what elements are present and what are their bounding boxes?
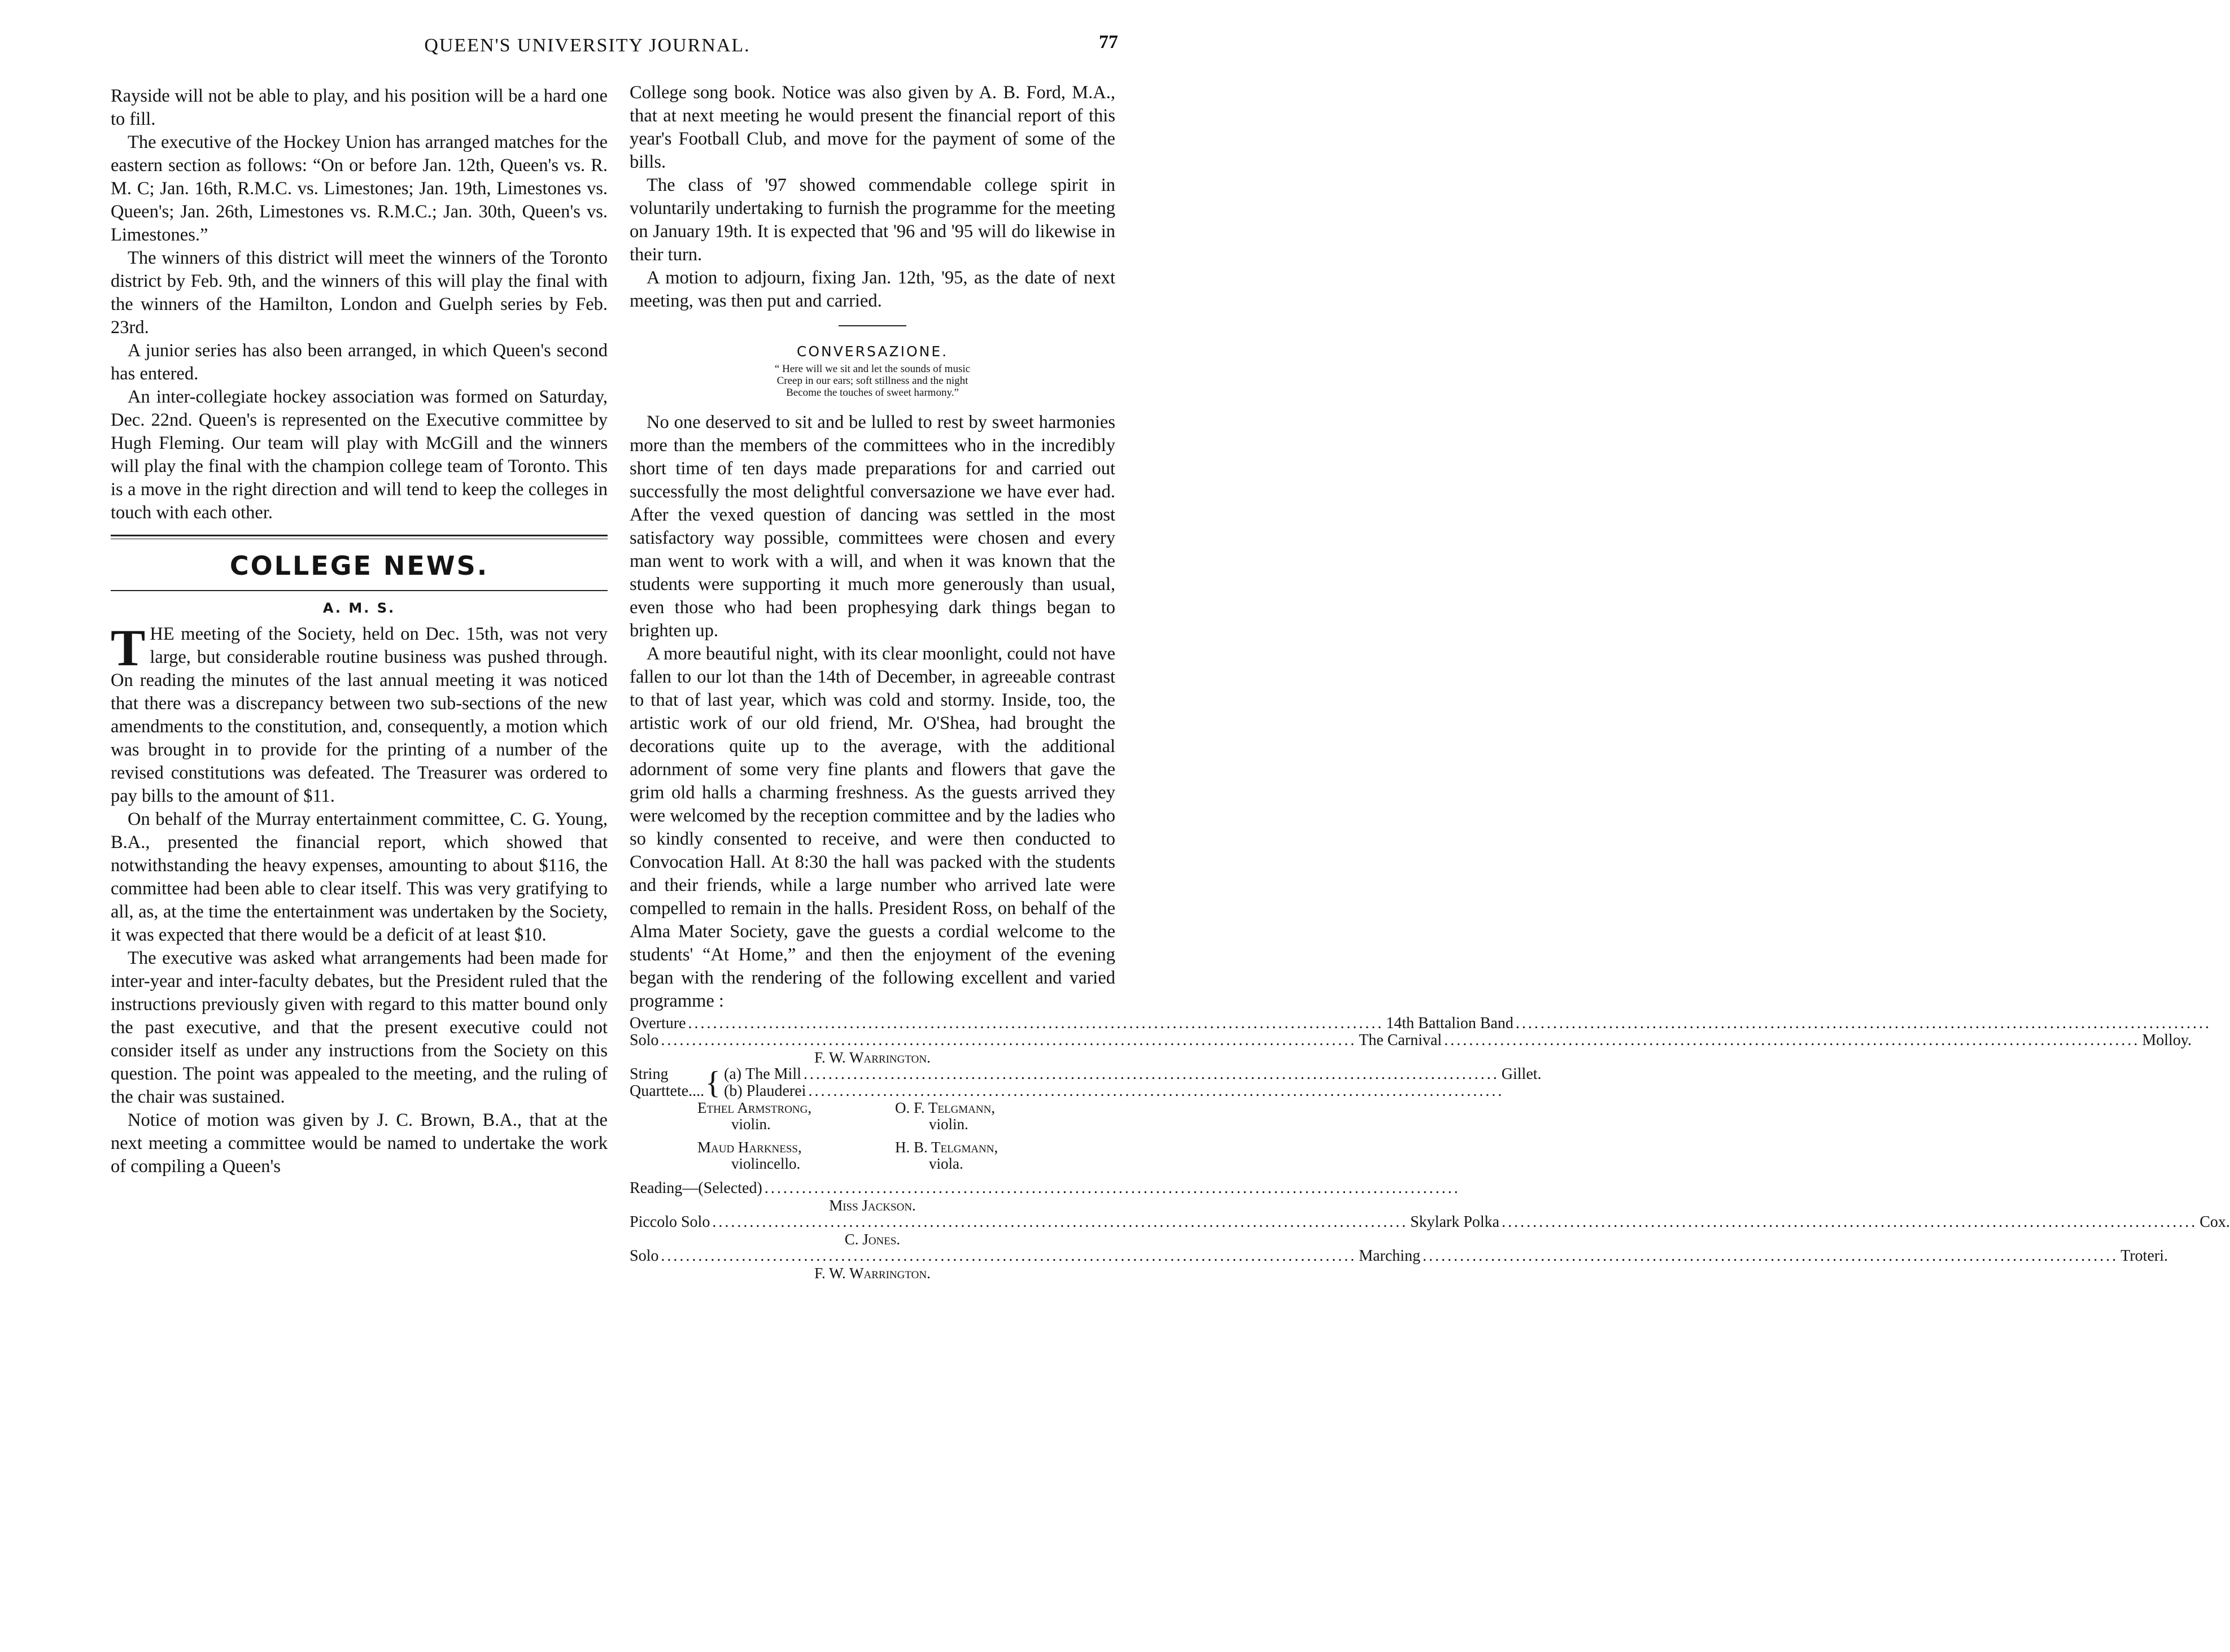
leader-dots — [804, 1066, 1499, 1083]
programme-label: Solo — [630, 1247, 659, 1265]
programme-label: Piccolo Solo — [630, 1213, 710, 1231]
performer-name: Maud Harkness, — [697, 1139, 802, 1156]
programme-composer: Troteri. — [2120, 1247, 2168, 1265]
drop-cap: T — [111, 619, 146, 676]
leader-dots — [808, 1083, 1539, 1100]
programme-item-quartette — [630, 1065, 1542, 1100]
leader-dots — [765, 1180, 1460, 1197]
leader-dots — [1516, 1015, 2211, 1032]
performer — [697, 1100, 895, 1116]
hockey-paragraph: A junior series has also been arranged, in which Queen's second has entered. — [111, 340, 608, 384]
spacer — [630, 1172, 1115, 1180]
ams-paragraph: A motion to adjourn, fixing Jan. 12th, '95, as the date of next meeting, was then put and carried. — [630, 268, 1115, 311]
leader-dots — [1422, 1248, 2118, 1265]
performer-name: H. B. Telgmann, — [895, 1139, 998, 1156]
programme-performer: F. W. Warrington. — [814, 1049, 931, 1066]
quartette-item — [724, 1066, 1542, 1083]
programme-item-solo — [630, 1032, 2192, 1049]
quartette-items — [724, 1066, 1542, 1100]
programme-piece: Marching — [1359, 1247, 1421, 1265]
short-divider — [839, 325, 906, 326]
quartette-item — [724, 1083, 1542, 1100]
brace: { — [705, 1065, 721, 1100]
programme-item-reading — [630, 1180, 1115, 1197]
hockey-paragraph: The winners of this district will meet the winners of the Toronto district by Feb. 9th, and the winners of this will play the final with the winners of the Hamilton, London and Guelph series by Feb. 23rd. — [111, 248, 608, 338]
page-number: 77 — [1099, 32, 1118, 53]
hockey-paragraph: An inter-collegiate hockey association was formed on Saturday, Dec. 22nd. Queen's is represented on the Executive committee by Hugh Fleming. Our team will play with McGill and the winners will play the final with the champion college team of Toronto. This is a move in the right direction and will tend to keep the colleges in touch with each other. — [111, 387, 608, 523]
ams-heading: A. M. S. — [322, 600, 396, 616]
heading-rule — [111, 590, 608, 591]
programme-item-piccolo — [630, 1213, 2230, 1231]
conversazione-paragraph: No one deserved to sit and be lulled to rest by sweet harmonies more than the members of the committees who in the incredibly short time of ten days made preparations for and carried out successfully the most delightful conversazione we have ever had. After the vexed question of dancing was settled in the most satisfactory way possible, committees were chosen and every man went to work with a will, and when it was known that the students were supporting it much more generously than usual, even those who had been prophesying dark things began to brighten up. — [630, 412, 1115, 641]
journal-title: QUEEN'S UNIVERSITY JOURNAL. — [424, 35, 750, 56]
performer-name: O. F. Telgmann, — [895, 1099, 996, 1116]
hockey-paragraph: The executive of the Hockey Union has arranged matches for the eastern section as follows: “On or before Jan. 12th, Queen's vs. R. M. C; Jan. 16th, R.M.C. vs. Limestones; Jan. 19th, Limestones vs. Queen's; Jan. 26th, Limestones vs. R.M.C.; Jan. 30th, Queen's vs. Limestones.” — [111, 132, 608, 245]
conversazione-paragraph: A more beautiful night, with its clear moonlight, could not have fallen to our lot than the 14th of December, in agreeable contrast to that of last year, which was cold and stormy. Inside, too, the artistic work of our old friend, Mr. O'Shea, had brought the decorations quite up to the average, with the additional adornment of some very fine plants and flowers that gave the grim old halls a charming freshness. As the guests arrived they were welcomed by the reception committee and by the ladies who so kindly consented to receive, and were then conducted to Convocation Hall. At 8:30 the hall was packed with the students and their friends, while a large number who arrived late were compelled to remain in the halls. President Ross, on behalf of the Alma Mater Society, gave the guests a cordial welcome to the students' “At Home,” and then the enjoyment of the evening began with the rendering of the following excellent and varied programme : — [630, 644, 1115, 1011]
leader-dots — [661, 1032, 1356, 1049]
ams-continued-paragraph: College song book. Notice was also given by A. B. Ford, M.A., that at next meeting he would present the financial report of this year's Football Club, and move for the payment of some of the bills. — [630, 82, 1115, 172]
right-column — [630, 81, 2230, 1282]
programme-composer: Cox. — [2200, 1213, 2230, 1231]
epigraph-line: Become the touches of sweet harmony.” — [786, 387, 959, 399]
programme-piece: Skylark Polka — [1410, 1213, 1500, 1231]
performer — [895, 1100, 1093, 1116]
college-news-heading: COLLEGE NEWS. — [229, 550, 489, 581]
ams-first-paragraph — [111, 619, 608, 808]
quartette-performers — [630, 1100, 1115, 1172]
performer — [895, 1139, 1093, 1156]
ams-paragraph: On behalf of the Murray entertainment committee, C. G. Young, B.A., presented the financial report, which showed that notwithstanding the heavy expenses, amounting to about $116, the committee had been able to clear itself. This was very gratifying to all, as, at the time the entertainment was undertaken by the Society, it was expected that there would be a deficit of at least $10. — [111, 809, 608, 945]
epigraph — [630, 363, 1115, 399]
programme-piece: The Mill — [745, 1065, 801, 1083]
section-divider — [111, 535, 608, 539]
programme-label: Reading—(Selected) — [630, 1179, 762, 1197]
epigraph-line: “ Here will we sit and let the sounds of music — [774, 363, 971, 375]
leader-dots — [712, 1214, 1408, 1231]
ams-paragraph: The executive was asked what arrangements had been made for inter-year and inter-faculty debates, but the President ruled that the instructions previously given with regard to this matter bound only the past executive, and that the present executive could not consider itself as under any instructions from the Society on this question. The point was appealed to the meeting, and the ruling of the chair was sustained. — [111, 948, 608, 1107]
programme-label: String Quarttete.... — [630, 1065, 705, 1100]
programme-performer: Miss Jackson. — [829, 1197, 916, 1214]
programme-composer: Molloy. — [2142, 1032, 2192, 1049]
programme-item-overture — [630, 1015, 1514, 1032]
programme-item-solo — [630, 1247, 2168, 1265]
ams-first-paragraph-text: HE meeting of the Society, held on Dec. 15th, was not very large, but considerable routine business was pushed through. On reading the minutes of the last annual meeting it was noticed that there was a discrepancy between two sub-sections of the new amendments to the constitution, and, consequently, a motion which was brought in to provide for the printing of a number of the revised constitutions was defeated. The Treasurer was ordered to pay bills to the amount of $11. — [111, 624, 608, 806]
performer — [697, 1139, 895, 1156]
ams-paragraph: The class of '97 showed commendable college spirit in voluntarily undertaking to furnish the programme for the meeting on January 19th. It is expected that '96 and '95 will do likewise in their turn. — [630, 175, 1115, 265]
programme-composer: Gillet. — [1501, 1065, 1542, 1083]
item-mark: (a) — [724, 1065, 742, 1083]
performer-name: Ethel Armstrong, — [697, 1099, 812, 1116]
programme-piece: Plauderei — [746, 1082, 806, 1100]
programme — [630, 1015, 2230, 1282]
programme-performer: F. W. Warrington. — [814, 1265, 931, 1282]
performer-instrument: violin. — [731, 1116, 771, 1133]
conversazione-heading: CONVERSAZIONE. — [796, 343, 949, 360]
performer-instrument: violin. — [929, 1116, 968, 1133]
epigraph-line: Creep in our ears; soft stillness and the night — [776, 375, 968, 387]
performer-instrument: violincello. — [731, 1155, 801, 1172]
leader-dots — [661, 1248, 1356, 1265]
programme-piece: 14th Battalion Band — [1386, 1015, 1514, 1032]
ams-paragraph: Notice of motion was given by J. C. Brown, B.A., that at the next meeting a committee would be named to undertake the work of compiling a Queen's — [111, 1110, 608, 1177]
left-column — [111, 85, 608, 1178]
leader-dots — [1444, 1032, 2140, 1049]
item-mark: (b) — [724, 1082, 743, 1100]
programme-performer: C. Jones. — [844, 1231, 901, 1248]
leader-dots — [1502, 1214, 2197, 1231]
programme-label: Overture — [630, 1015, 686, 1032]
leader-dots — [688, 1015, 1384, 1032]
hockey-paragraph: Rayside will not be able to play, and his position will be a hard one to fill. — [111, 86, 608, 129]
performer-instrument: viola. — [929, 1155, 963, 1172]
programme-label: Solo — [630, 1032, 659, 1049]
programme-piece: The Carnival — [1359, 1032, 1442, 1049]
